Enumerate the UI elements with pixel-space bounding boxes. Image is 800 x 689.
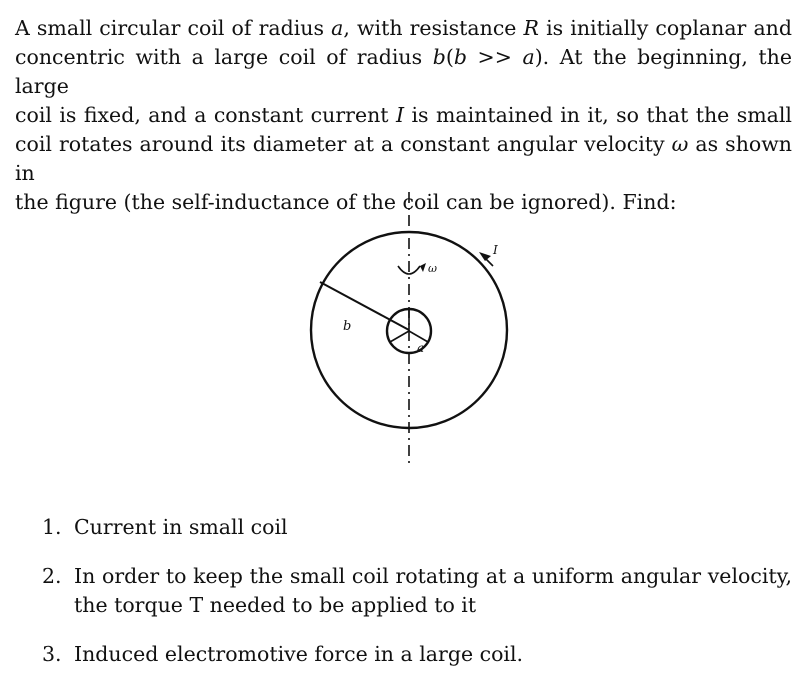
- question-1: [42, 513, 792, 542]
- problem-line-4: coil rotates around its diameter at a constant angular velocity ω as shown in: [15, 132, 793, 185]
- coil-diagram: [296, 190, 528, 470]
- problem-line-3: coil is fixed, and a constant current I is maintained in it, so that the small: [15, 103, 792, 127]
- question-1-number: 1.: [42, 515, 62, 539]
- current-arrowhead-icon: [479, 252, 491, 261]
- problem-line-1: A small circular coil of radius a, with resistance R is initially coplanar and: [15, 16, 792, 40]
- question-2: [42, 562, 792, 620]
- problem-line-2: concentric with a large coil of radius b(b >> a). At the beginning, the large: [15, 45, 793, 98]
- label-omega: ω: [428, 262, 437, 275]
- label-current: I: [493, 243, 498, 257]
- omega-arrowhead-icon: [420, 263, 426, 272]
- question-2-text-line-2: the torque T needed to be applied to it: [74, 593, 477, 617]
- question-3-number: 3.: [42, 642, 62, 666]
- question-list: [42, 513, 792, 689]
- problem-line-5: the figure (the self-inductance of the coil can be ignored). Find:: [15, 190, 677, 214]
- question-3-text: Induced electromotive force in a large coil.: [74, 642, 524, 666]
- question-1-text: Current in small coil: [74, 515, 288, 539]
- question-2-number: 2.: [42, 564, 62, 588]
- question-2-text-line-1: In order to keep the small coil rotating at a uniform angular velocity,: [74, 564, 792, 588]
- coil-figure: [296, 190, 528, 470]
- label-b: b: [343, 319, 352, 334]
- label-a: a: [417, 341, 425, 355]
- small-coil-radius-2: [390, 331, 409, 342]
- problem-statement: [15, 14, 792, 217]
- question-3: [42, 640, 792, 669]
- radius-b-line: [320, 282, 409, 330]
